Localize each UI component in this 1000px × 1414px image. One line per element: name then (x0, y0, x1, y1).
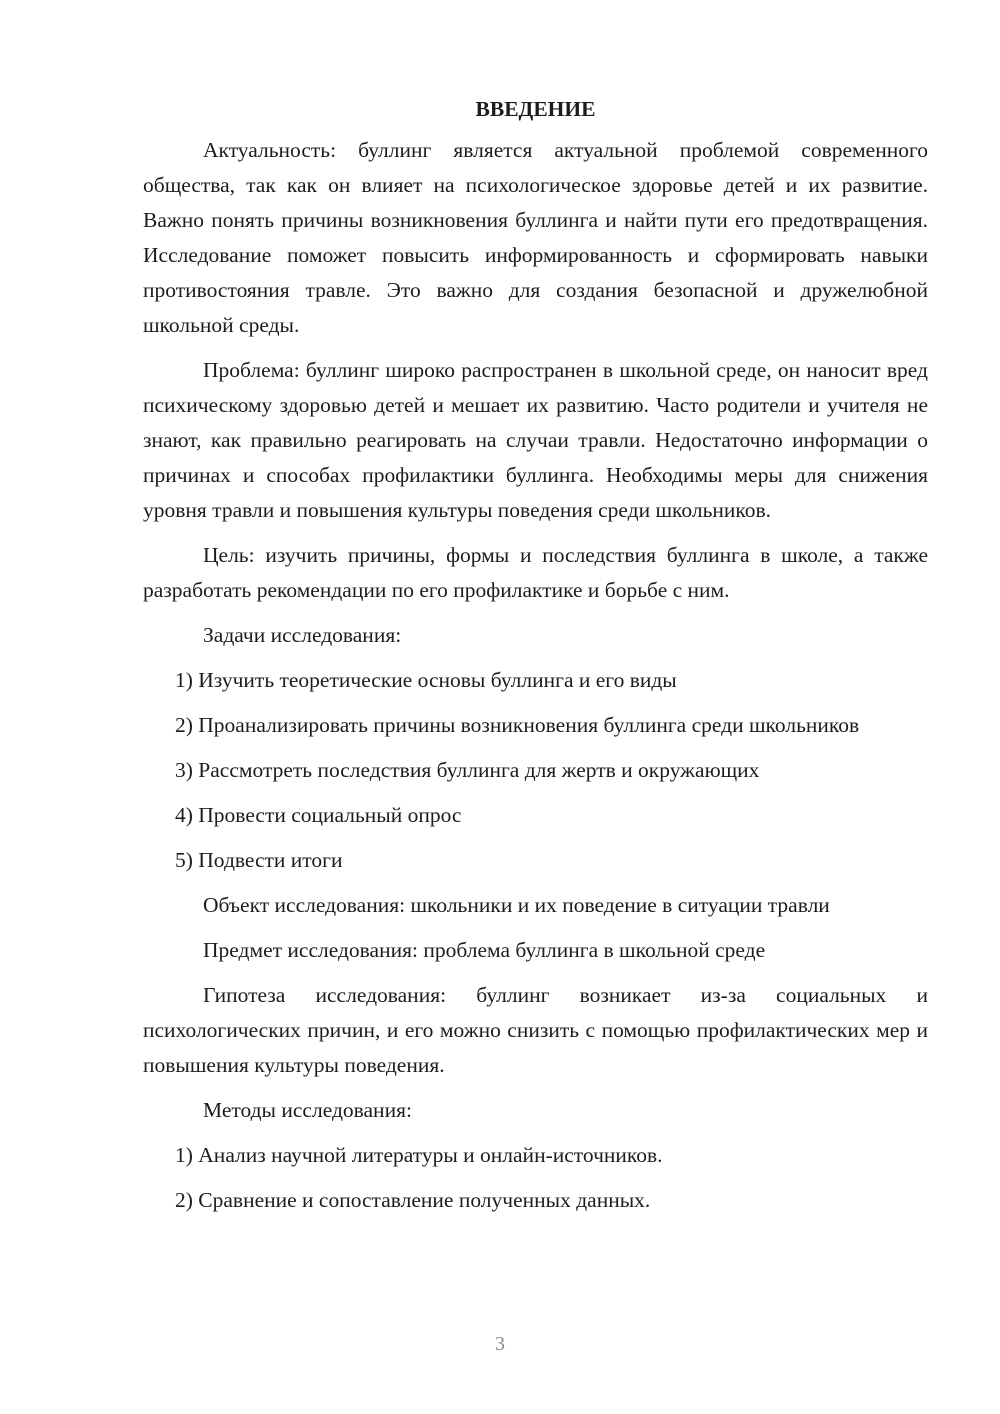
goal-paragraph: Цель: изучить причины, формы и последствия буллинга в школе, а также разработать рекомендации по его профилактике и борьбе с ним. (143, 543, 928, 602)
page-number: 3 (495, 1333, 505, 1355)
document-page (143, 92, 928, 1228)
relevance-paragraph: Актуальность: буллинг является актуальной проблемой современного общества, так как он влияет на психологическое здоровье детей и их развитие. Важно понять причины возникновения буллинга и найти пути его предотвращения. Исследование поможет повысить информированность и сформировать навыки противостояния травле. Это важно для создания безопасной и дружелюбной школьной среды. (143, 138, 928, 337)
task-item-1: 1) Изучить теоретические основы буллинга и его виды (175, 668, 677, 692)
methods-heading: Методы исследования: (203, 1098, 412, 1122)
object-line: Объект исследования: школьники и их поведение в ситуации травли (203, 893, 830, 917)
task-item-5: 5) Подвести итоги (175, 848, 343, 872)
method-item-1: 1) Анализ научной литературы и онлайн-источников. (175, 1143, 663, 1167)
document-title: ВВЕДЕНИЕ (475, 97, 596, 121)
task-item-3: 3) Рассмотреть последствия буллинга для жертв и окружающих (175, 758, 760, 782)
tasks-heading: Задачи исследования: (203, 623, 402, 647)
subject-line: Предмет исследования: проблема буллинга в школьной среде (203, 938, 766, 962)
problem-paragraph: Проблема: буллинг широко распространен в школьной среде, он наносит вред психическому здоровью детей и мешает их развитию. Часто родители и учителя не знают, как правильно реагировать на случаи травли. Недостаточно информации о причинах и способах профилактики буллинга. Необходимы меры для снижения уровня травли и повышения культуры поведения среди школьников. (143, 358, 928, 522)
method-item-2: 2) Сравнение и сопоставление полученных данных. (175, 1188, 651, 1212)
hypothesis-paragraph: Гипотеза исследования: буллинг возникает из-за социальных и психологических причин, и его можно снизить с помощью профилактических мер и повышения культуры поведения. (143, 983, 928, 1077)
task-item-2: 2) Проанализировать причины возникновения буллинга среди школьников (175, 713, 860, 737)
task-item-4: 4) Провести социальный опрос (175, 803, 462, 827)
